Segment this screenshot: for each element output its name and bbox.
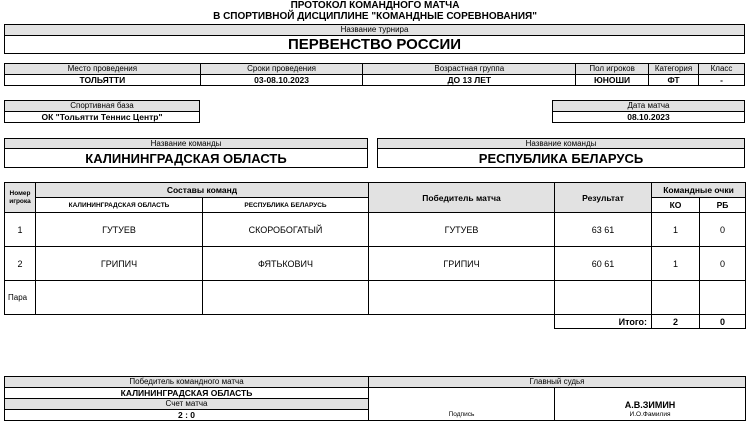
sports-base-label: Спортивная база: [5, 101, 200, 112]
row-player1: [36, 281, 203, 315]
class-label: Класс: [699, 64, 745, 75]
sports-base-value: ОК "Тольятти Теннис Центр": [5, 112, 200, 123]
judge-label: Главный судья: [369, 377, 746, 388]
col-winner-header: Победитель матча: [369, 183, 555, 213]
row-ko: [652, 281, 700, 315]
row-rb: [700, 281, 746, 315]
row-player2: СКОРОБОГАТЫЙ: [203, 213, 369, 247]
judge-name-cell: [555, 388, 746, 421]
row-player1: ГРИПИЧ: [36, 247, 203, 281]
row-player2: ФЯТЬКОВИЧ: [203, 247, 369, 281]
venue-value: ТОЛЬЯТТИ: [5, 75, 201, 86]
category-value: ФТ: [649, 75, 699, 86]
name-label: И.О.Фамилия: [629, 411, 671, 418]
score-value: 2 : 0: [5, 410, 369, 421]
col-number-header: Номер игрока: [5, 183, 36, 213]
col-rosters-header: Составы команд: [36, 183, 369, 198]
tournament-name: ПЕРВЕНСТВО РОССИИ: [4, 35, 745, 54]
footer-table: [4, 376, 746, 421]
judge-name: А.В.ЗИМИН: [624, 400, 676, 410]
row-result: 60 61: [555, 247, 652, 281]
dates-label: Сроки проведения: [200, 64, 363, 75]
match-table: [4, 182, 746, 329]
tournament-label: Название турнира: [4, 24, 745, 36]
table-row: [5, 213, 746, 247]
age-label: Возрастная группа: [363, 64, 576, 75]
sports-base: [4, 100, 200, 123]
gender-label: Пол игроков: [576, 64, 649, 75]
total-rb: 0: [700, 315, 746, 329]
team2-label: Название команды: [377, 138, 745, 149]
row-number: Пара: [5, 281, 36, 315]
team1-label: Название команды: [4, 138, 368, 149]
col-points-header: Командные очки: [652, 183, 746, 198]
team1-name: КАЛИНИНГРАДСКАЯ ОБЛАСТЬ: [4, 148, 368, 168]
row-player1: ГУТУЕВ: [36, 213, 203, 247]
signature-label: Подпись: [369, 388, 555, 421]
dates-value: 03-08.10.2023: [200, 75, 363, 86]
venue-label: Место проведения: [5, 64, 201, 75]
team-winner-value: КАЛИНИНГРАДСКАЯ ОБЛАСТЬ: [5, 388, 369, 399]
protocol-title: ПРОТОКОЛ КОМАНДНОГО МАТЧА: [290, 0, 460, 11]
category-label: Категория: [649, 64, 699, 75]
col-ko-header: КО: [652, 198, 700, 213]
col-rb-header: РБ: [700, 198, 746, 213]
class-value: -: [699, 75, 745, 86]
row-winner: [369, 281, 555, 315]
gender-value: ЮНОШИ: [576, 75, 649, 86]
row-result: 63 61: [555, 213, 652, 247]
row-winner: ГРИПИЧ: [369, 247, 555, 281]
row-result: [555, 281, 652, 315]
total-ko: 2: [652, 315, 700, 329]
team2-name: РЕСПУБЛИКА БЕЛАРУСЬ: [377, 148, 745, 168]
col-team1-header: КАЛИНИНГРАДСКАЯ ОБЛАСТЬ: [36, 198, 203, 213]
team-winner-label: Победитель командного матча: [5, 377, 369, 388]
row-ko: 1: [652, 247, 700, 281]
row-ko: 1: [652, 213, 700, 247]
col-result-header: Результат: [555, 183, 652, 213]
row-rb: 0: [700, 247, 746, 281]
table-row: [5, 247, 746, 281]
age-value: ДО 13 ЛЕТ: [363, 75, 576, 86]
score-label: Счет матча: [5, 399, 369, 410]
row-rb: 0: [700, 213, 746, 247]
row-winner: ГУТУЕВ: [369, 213, 555, 247]
match-date: [552, 100, 745, 123]
table-row: [5, 281, 746, 315]
match-date-value: 08.10.2023: [553, 112, 745, 123]
info-table: [4, 63, 745, 86]
row-number: 1: [5, 213, 36, 247]
match-date-label: Дата матча: [553, 101, 745, 112]
col-team2-header: РЕСПУБЛИКА БЕЛАРУСЬ: [203, 198, 369, 213]
row-number: 2: [5, 247, 36, 281]
row-player2: [203, 281, 369, 315]
total-label: Итого:: [555, 315, 652, 329]
discipline-title: В СПОРТИВНОЙ ДИСЦИПЛИНЕ "КОМАНДНЫЕ СОРЕВНОВАНИЯ": [213, 11, 537, 22]
